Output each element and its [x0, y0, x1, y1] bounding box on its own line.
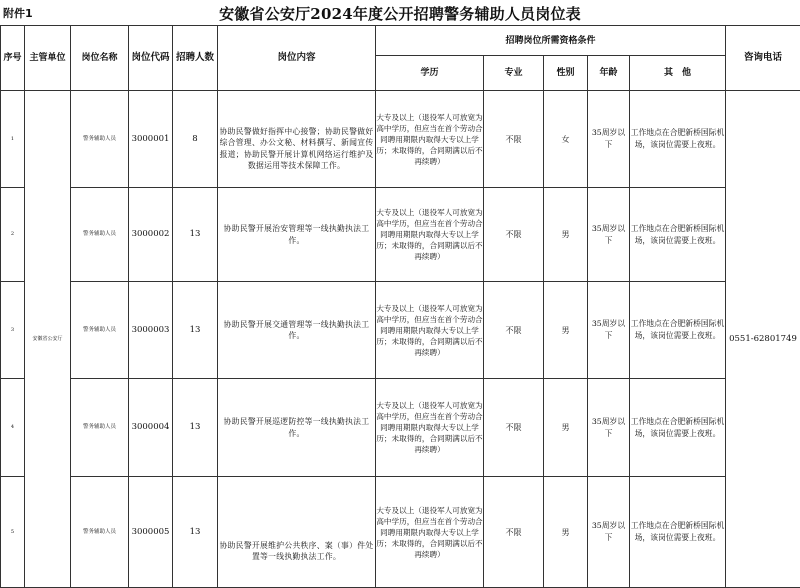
row-post-code: 3000004 — [129, 379, 173, 477]
header-unit: 主管单位 — [25, 26, 71, 91]
row-gender: 男 — [544, 477, 588, 588]
table-row — [1, 379, 800, 477]
row-post-name: 警务辅助人员 — [71, 477, 129, 588]
table-row — [1, 477, 800, 588]
row-content: 协助民警开展巡逻防控等一线执勤执法工作。 — [218, 379, 376, 477]
header-seq: 序号 — [1, 26, 25, 91]
row-hire-count: 13 — [173, 188, 218, 282]
row-age: 35周岁以下 — [588, 477, 630, 588]
row-hire-count: 8 — [173, 91, 218, 188]
row-age: 35周岁以下 — [588, 282, 630, 379]
row-post-code: 3000001 — [129, 91, 173, 188]
row-seq: 3 — [1, 282, 25, 379]
row-education: 大专及以上（退役军人可放宽为高中学历，但应当在首个劳动合同聘用期限内取得大专以上学历；未取得的，合同期满以后不再续聘） — [376, 91, 484, 188]
row-post-name: 警务辅助人员 — [71, 379, 129, 477]
header-major: 专业 — [484, 56, 544, 91]
row-major: 不限 — [484, 188, 544, 282]
row-seq: 2 — [1, 188, 25, 282]
header-content: 岗位内容 — [218, 26, 376, 91]
row-content: 协助民警开展治安管理等一线执勤执法工作。 — [218, 188, 376, 282]
row-age: 35周岁以下 — [588, 91, 630, 188]
header-gender: 性别 — [544, 56, 588, 91]
row-content: 协助民警开展交通管理等一线执勤执法工作。 — [218, 282, 376, 379]
positions-table — [0, 25, 800, 588]
unit-cell: 安徽省公安厅 — [25, 91, 71, 588]
row-post-code: 3000003 — [129, 282, 173, 379]
row-education: 大专及以上（退役军人可放宽为高中学历，但应当在首个劳动合同聘用期限内取得大专以上学历；未取得的，合同期满以后不再续聘） — [376, 188, 484, 282]
header-post-code: 岗位代码 — [129, 26, 173, 91]
row-major: 不限 — [484, 91, 544, 188]
row-education: 大专及以上（退役军人可放宽为高中学历，但应当在首个劳动合同聘用期限内取得大专以上学历；未取得的，合同期满以后不再续聘） — [376, 282, 484, 379]
row-gender: 男 — [544, 188, 588, 282]
row-gender: 女 — [544, 91, 588, 188]
row-other: 工作地点在合肥新桥国际机场，该岗位需要上夜班。 — [630, 188, 726, 282]
table-row — [1, 188, 800, 282]
row-other: 工作地点在合肥新桥国际机场，该岗位需要上夜班。 — [630, 379, 726, 477]
row-post-name: 警务辅助人员 — [71, 91, 129, 188]
row-major: 不限 — [484, 477, 544, 588]
row-education: 大专及以上（退役军人可放宽为高中学历，但应当在首个劳动合同聘用期限内取得大专以上学历；未取得的，合同期满以后不再续聘） — [376, 379, 484, 477]
row-seq: 1 — [1, 91, 25, 188]
row-major: 不限 — [484, 282, 544, 379]
row-age: 35周岁以下 — [588, 379, 630, 477]
row-seq: 5 — [1, 477, 25, 588]
row-age: 35周岁以下 — [588, 188, 630, 282]
header-phone: 咨询电话 — [726, 26, 800, 91]
row-gender: 男 — [544, 379, 588, 477]
row-hire-count: 13 — [173, 379, 218, 477]
header-age: 年龄 — [588, 56, 630, 91]
header-other: 其 他 — [630, 56, 726, 91]
table-row — [1, 91, 800, 188]
row-content: 协助民警开展维护公共秩序、案（事）件处置等一线执勤执法工作。 — [218, 477, 376, 588]
row-content: 协助民警做好指挥中心接警；协助民警做好综合管理、办公文秘、材料撰写、新闻宣传报道；协助民警开展计算机网络运行维护及数据运用等技术保障工作。 — [218, 91, 376, 188]
header-education: 学历 — [376, 56, 484, 91]
row-other: 工作地点在合肥新桥国际机场，该岗位需要上夜班。 — [630, 477, 726, 588]
row-hire-count: 13 — [173, 477, 218, 588]
attachment-label: 附件1 — [3, 5, 33, 21]
header-hire-count: 招聘人数 — [173, 26, 218, 91]
row-hire-count: 13 — [173, 282, 218, 379]
header-post-name: 岗位名称 — [71, 26, 129, 91]
table-row — [1, 282, 800, 379]
row-post-code: 3000005 — [129, 477, 173, 588]
row-other: 工作地点在合肥新桥国际机场，该岗位需要上夜班。 — [630, 91, 726, 188]
row-seq: 4 — [1, 379, 25, 477]
header-requirements-group: 招聘岗位所需资格条件 — [376, 26, 726, 56]
page-title: 安徽省公安厅2024年度公开招聘警务辅助人员岗位表 — [0, 3, 800, 24]
row-major: 不限 — [484, 379, 544, 477]
row-post-name: 警务辅助人员 — [71, 282, 129, 379]
phone-cell: 0551-62801749 — [726, 91, 800, 588]
row-gender: 男 — [544, 282, 588, 379]
row-other: 工作地点在合肥新桥国际机场，该岗位需要上夜班。 — [630, 282, 726, 379]
row-education: 大专及以上（退役军人可放宽为高中学历，但应当在首个劳动合同聘用期限内取得大专以上学历；未取得的，合同期满以后不再续聘） — [376, 477, 484, 588]
row-post-code: 3000002 — [129, 188, 173, 282]
row-post-name: 警务辅助人员 — [71, 188, 129, 282]
